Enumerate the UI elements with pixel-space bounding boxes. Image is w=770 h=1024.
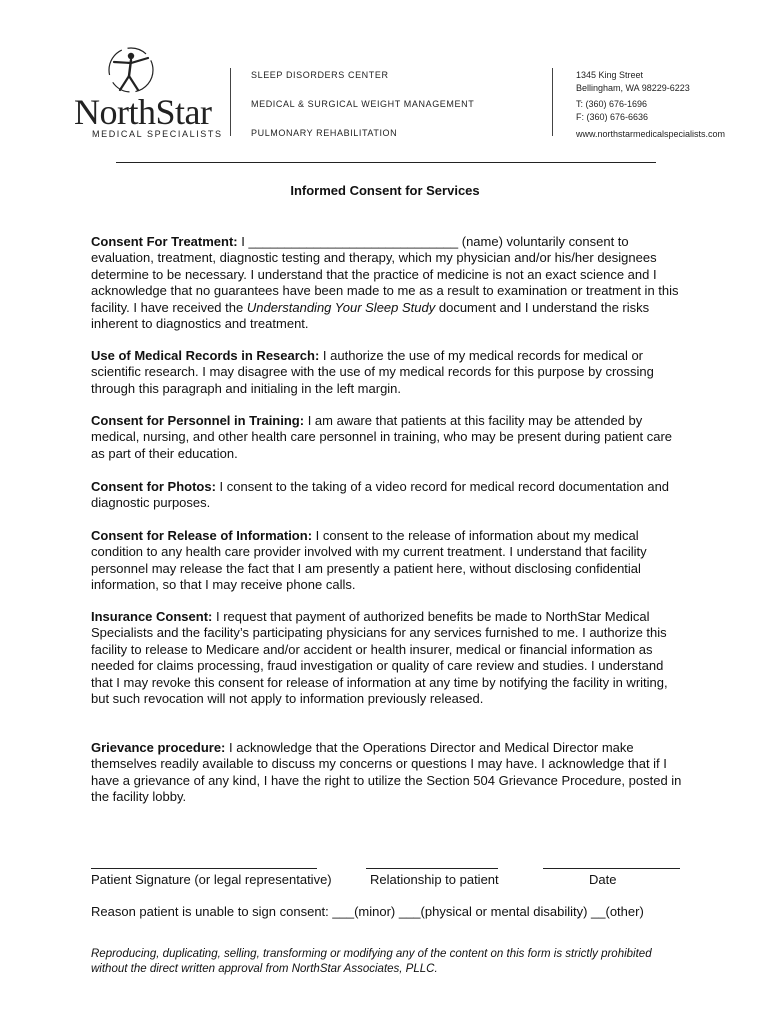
section-text: document and I understand the risks inherent to diagnostics and treatment. (91, 299, 650, 332)
service-pulmonary: PULMONARY REHABILITATION (251, 128, 398, 138)
section-heading: Use of Medical Records in Research: (91, 348, 320, 363)
section-text: I consent to the release of information about my medical condition to any health care provider involved with my current treatment. I understand that facility personnel may release the fact that I am presently a patient here, without disclosing confidential information, so that I may receive phone calls. (91, 528, 647, 593)
reason-unable-to-sign: Reason patient is unable to sign consent: ___(minor) ___(physical or mental disability) __(other) (91, 904, 644, 919)
section-heading: Consent for Photos: (91, 479, 216, 494)
service-weight: MEDICAL & SURGICAL WEIGHT MANAGEMENT (251, 99, 475, 109)
header-divider (552, 68, 553, 136)
section-text: I request that payment of authorized benefits be made to NorthStar Medical Specialists and the facility’s participating physicians for any services furnished to me. I authorize this facility to release to Medicare and/or accident or health insurer, medical or financial information as needed for claims processing, fraud investigation or quality of care review and studies. I understand that I may revoke this consent for release of information at any time by notifying the facility in writing, but such revocation will not apply to information previously released. (91, 609, 668, 707)
section-grievance (91, 740, 687, 806)
section-release (91, 528, 687, 594)
section-heading: Insurance Consent: (91, 609, 213, 624)
section-text: I authorize the use of my medical records for medical or scientific research. I may disagree with the use of my medical records for this purpose by crossing through this paragraph and initialing in the left margin. (91, 348, 654, 396)
section-heading: Grievance procedure: (91, 740, 226, 755)
section-text: I am aware that patients at this facility may be attended by medical, nursing, and other health care personnel in training, who may be present during patient care as part of their education. (91, 413, 673, 461)
section-heading: Consent for Release of Information: (91, 528, 313, 543)
page-title: Informed Consent for Services (290, 183, 480, 198)
address-website: www.northstarmedicalspecialists.com (576, 129, 726, 139)
section-heading: Consent For Treatment: (91, 234, 238, 249)
address-fax: F: (360) 676-6636 (576, 112, 649, 122)
section-text: I _____________________________ (name) voluntarily consent to evaluation, treatment, diagnostic testing and therapy, which my physician and/or his/her designees determine to be necessary. I understand that the practice of medicine is not an exact science and I acknowledge that no guarantees have been made to me as a result to examination or treatment in this facility. I have received the (91, 234, 679, 315)
section-training (91, 413, 687, 462)
patient-signature-line[interactable] (91, 868, 317, 869)
copyright-notice: Reproducing, duplicating, selling, transforming or modifying any of the content on this form is strictly prohibited without the direct written approval from NorthStar Associates, PLLC. (91, 948, 652, 975)
section-text: I consent to the taking of a video record for medical record documentation and diagnostic purposes. (91, 479, 670, 511)
address-city: Bellingham, WA 98229-6223 (576, 83, 690, 93)
header-divider (230, 68, 231, 136)
date-label: Date (589, 872, 617, 887)
date-line[interactable] (543, 868, 680, 869)
relationship-line[interactable] (366, 868, 498, 869)
address-phone: T: (360) 676-1696 (576, 99, 648, 109)
relationship-label: Relationship to patient (370, 872, 499, 887)
header-rule (116, 162, 656, 163)
section-insurance (91, 609, 687, 707)
section-photos (91, 479, 687, 512)
section-heading: Consent for Personnel in Training: (91, 413, 305, 428)
patient-signature-label: Patient Signature (or legal representative) (91, 872, 332, 887)
section-italic-title: Understanding Your Sleep Study (246, 299, 436, 315)
section-research (91, 348, 687, 397)
logo-name: NorthStar (74, 92, 212, 132)
logo-subtitle: MEDICAL SPECIALISTS (92, 129, 223, 139)
address-street: 1345 King Street (576, 70, 644, 80)
section-treatment (91, 234, 687, 332)
service-sleep: SLEEP DISORDERS CENTER (251, 70, 389, 80)
section-text: I acknowledge that the Operations Director and Medical Director make themselves readily available to discuss my concerns or questions I may have. I acknowledge that if I have a grievance of any kind, I have the right to utilize the Section 504 Grievance Procedure, posted in the facility lobby. (91, 740, 682, 805)
